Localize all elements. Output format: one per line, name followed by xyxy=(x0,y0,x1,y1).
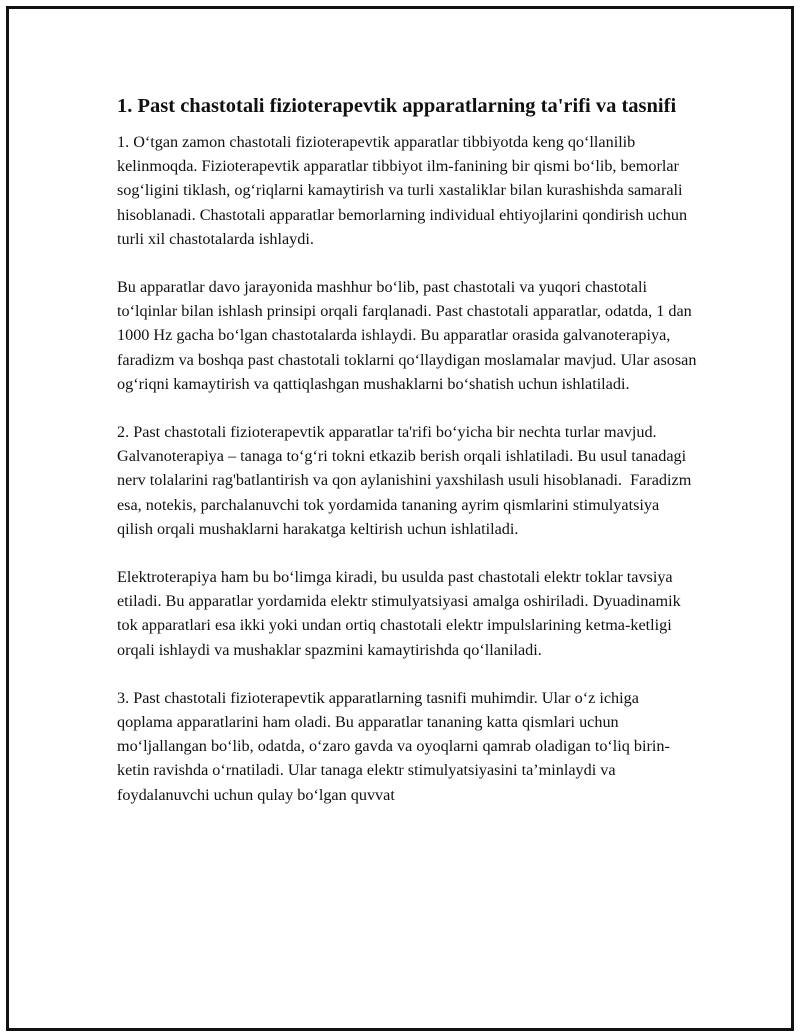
document-body xyxy=(117,92,701,831)
section-heading: 1. Past chastotali fizioterapevtik apparatlarning ta'rifi va tasnifi xyxy=(117,95,677,117)
paragraph-1: 1. O‘tgan zamon chastotali fizioterapevtik apparatlar tibbiyotda keng qo‘llanilib kelinmoqda. Fizioterapevtik apparatlar tibbiyot ilm-fanining bir qismi bo‘lib, bemorlar sog‘ligini tiklash, og‘riqlarni kamaytirish va turli xastaliklar bilan kurashishda samarali hisoblanadi. Chastotali apparatlar bemorlarning individual ehtiyojlarini qondirish uchun turli xil chastotalarda ishlaydi. xyxy=(117,133,692,248)
paragraph-2: Bu apparatlar davo jarayonida mashhur bo‘lib, past chastotali va yuqori chastotali to‘lqinlar bilan ishlash prinsipi orqali farqlanadi. Past chastotali apparatlar, odatda, 1 dan 1000 Hz gacha bo‘lgan chastotalarda ishlaydi. Bu apparatlar orasida galvanoterapiya, faradizm va boshqa past chastotali toklarni qo‘llaydigan moslamalar mavjud. Ular asosan og‘riqni kamaytirish va qattiqlashgan mushaklarni bo‘shatish uchun ishlatiladi. xyxy=(117,278,701,393)
paragraph-4: Elektroterapiya ham bu bo‘limga kiradi, bu usulda past chastotali elektr toklar tavsiya etiladi. Bu apparatlar yordamida elektr stimulyatsiyasi amalga oshiriladi. Dyuadinamik tok apparatlari esa ikki yoki undan ortiq chastotali elektr impulslarining ketma-ketligi orqali ishlaydi va mushaklar spazmini kamaytirishda qo‘llaniladi. xyxy=(117,568,685,659)
paragraph-3: 2. Past chastotali fizioterapevtik apparatlar ta'rifi bo‘yicha bir nechta turlar mavjud. Galvanoterapiya – tanaga to‘g‘ri tokni etkazib berish orqali ishlatiladi. Bu usul tanadagi nerv tolalarini rag'batlantirish va qon aylanishini yaxshilash usuli hisoblanadi. Faradizm esa, notekis, parchalanuvchi tok yordamida tananing ayrim qismlarini stimulyatsiya qilish orqali mushaklarni harakatga keltirish uchun ishlatiladi. xyxy=(117,423,696,538)
paragraph-5: 3. Past chastotali fizioterapevtik apparatlarning tasnifi muhimdir. Ular o‘z ichiga qoplama apparatlarini ham oladi. Bu apparatlar tananing katta qismlari uchun mo‘ljallangan bo‘lib, odatda, o‘zaro gavda va oyoqlarni qamrab oladigan to‘liq birin-ketin ravishda o‘rnatiladi. Ular tanaga elektr stimulyatsiyasini ta’minlaydi va foydalanuvchi uchun qulay bo‘lgan quvvat xyxy=(117,688,670,804)
